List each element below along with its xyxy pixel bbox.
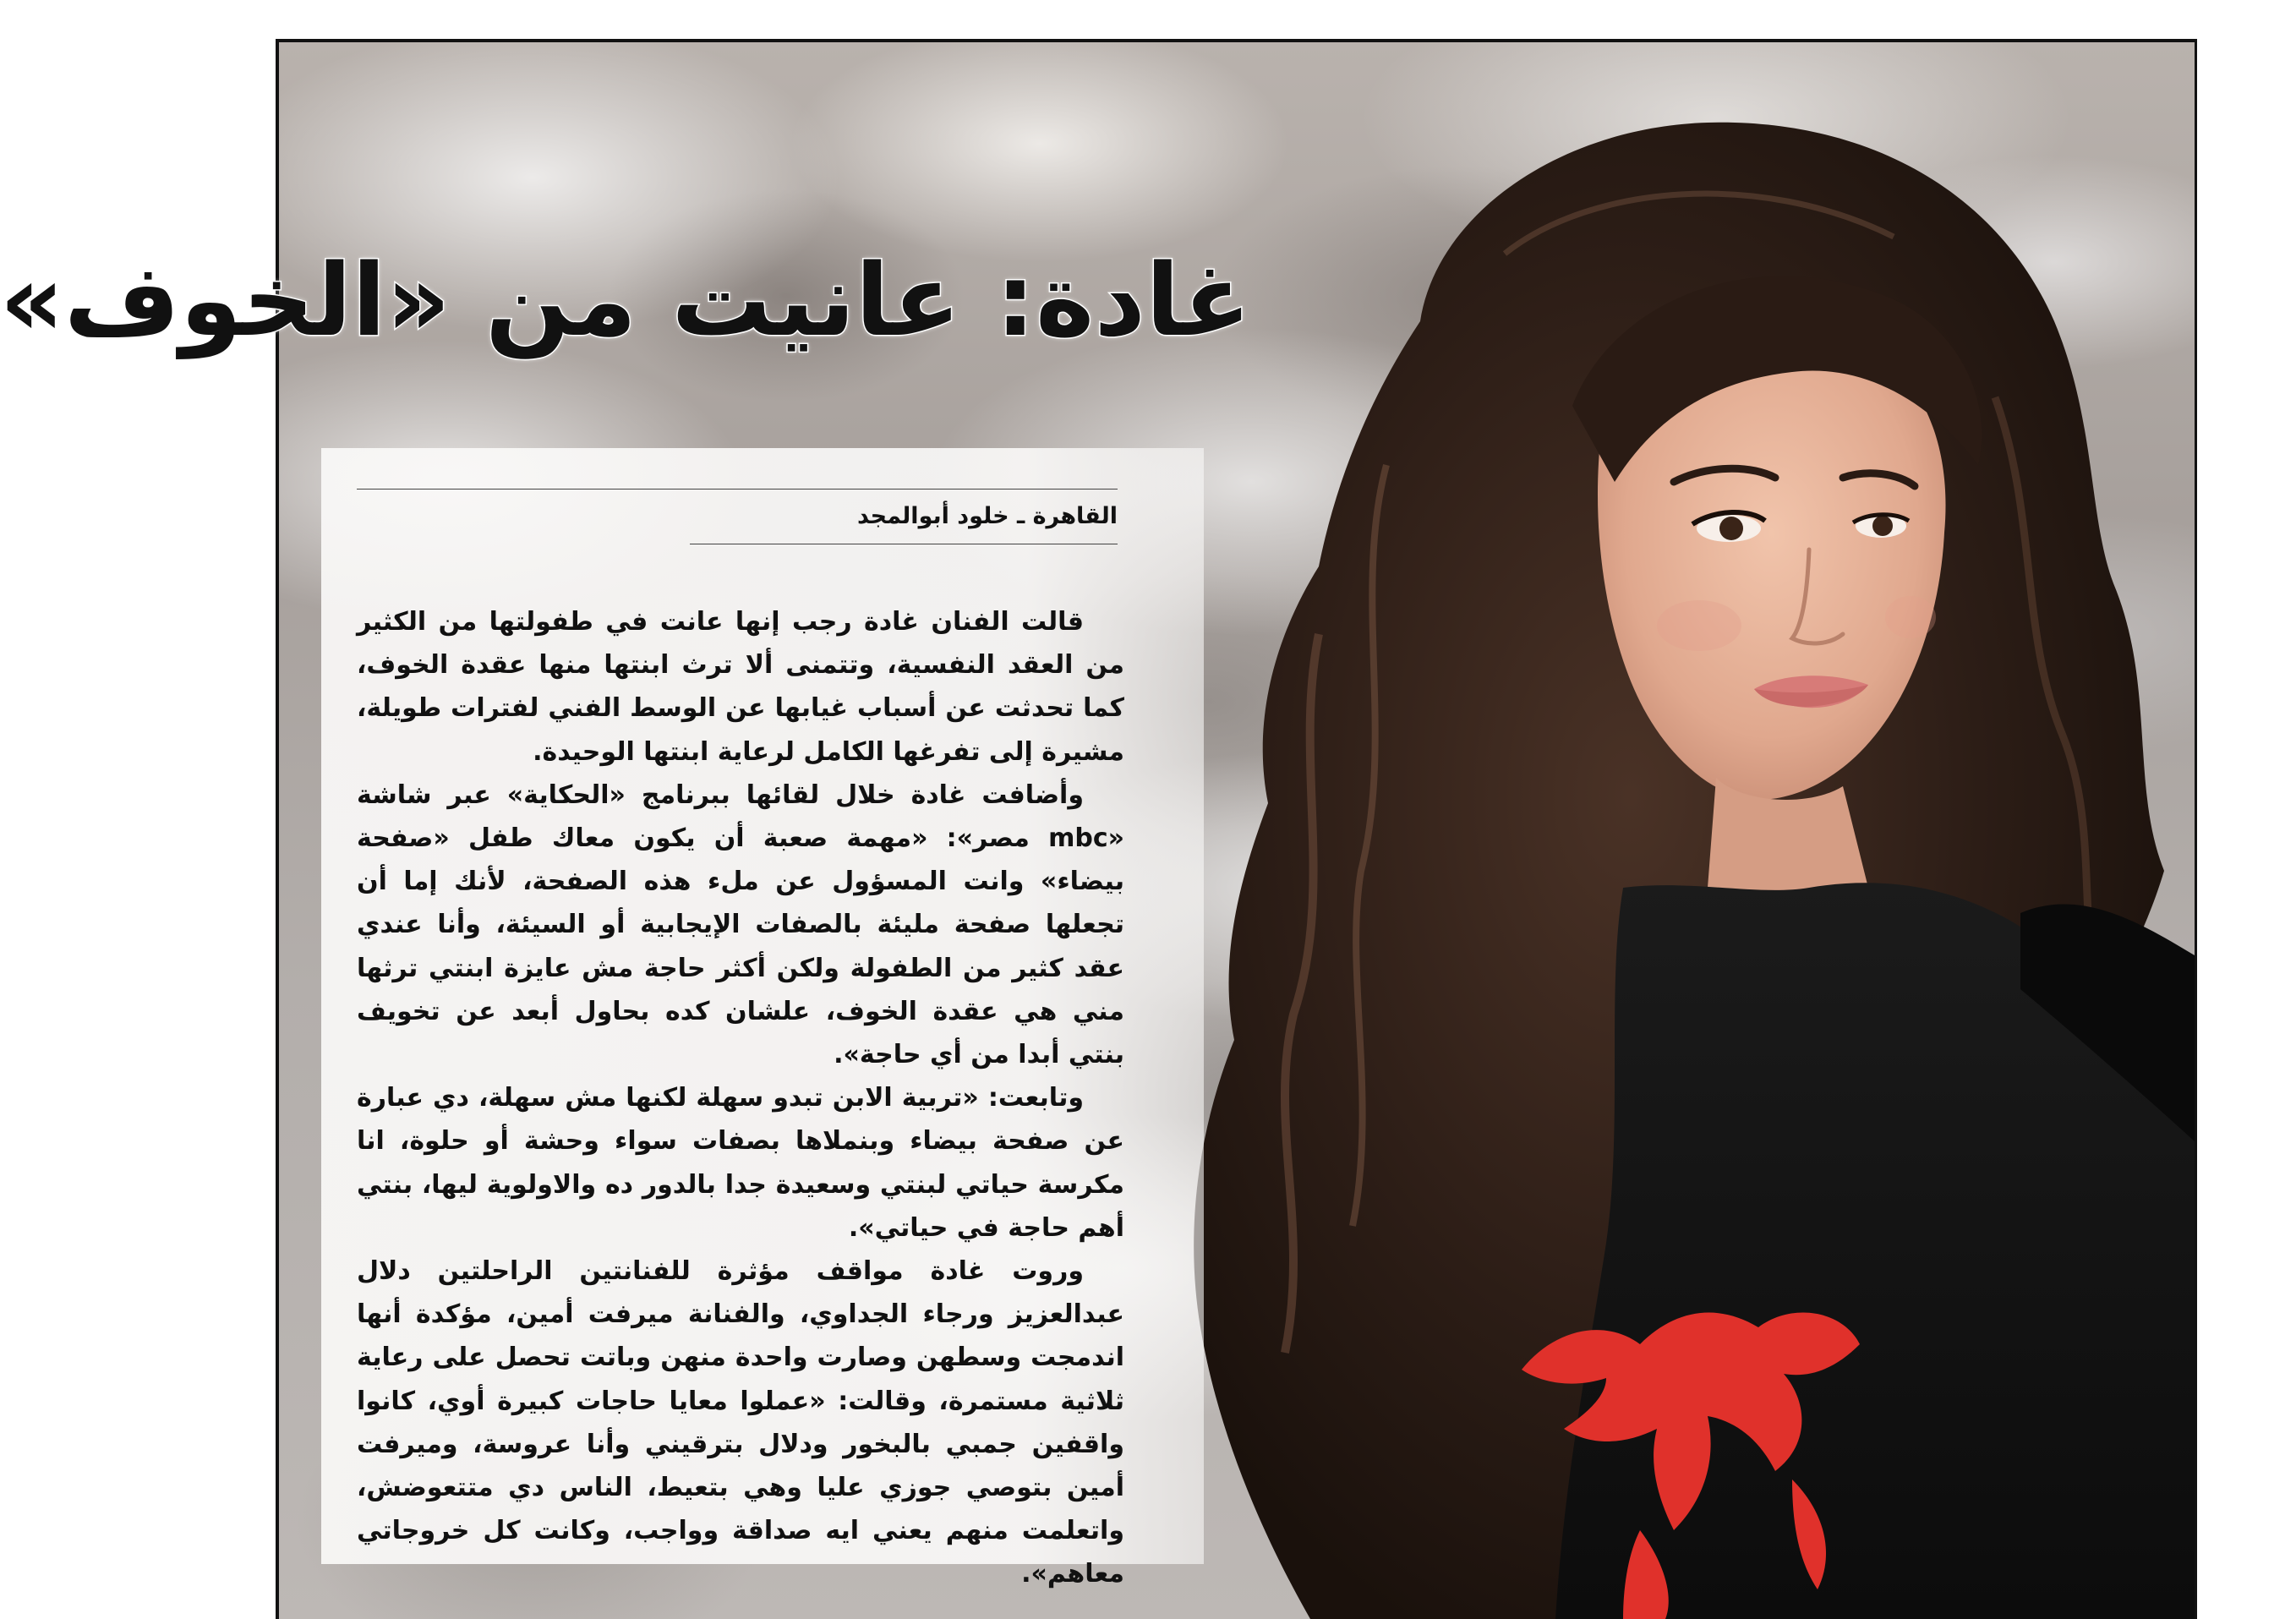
article-paragraph: وأضافت غادة خلال لقائها ببرنامج «الحكاية» عبر شاشة «mbc مصر»: «مهمة صعبة أن يكون معاك طفل «صفحة بيضاء» وانت المسؤول عن ملء هذه الصفحة، لأنك إما أن تجعلها صفحة مليئة بالصفات الإيجابية أو السيئة، وأنا عندي عقد كثير من الطفولة ولكن أكثر حاجة مش عايزة ابنتي ترثها مني هي عقدة الخوف، علشان كده بحاول أبعد عن تخويف بنتي أبدا من أي حاجة». — [357, 779, 1124, 1070]
article-frame — [0, 39, 2197, 1619]
article-body — [357, 600, 1124, 1589]
byline: القاهرة ـ خلود أبوالمجد — [857, 503, 1118, 529]
portrait-photo — [1167, 42, 2195, 1619]
headline: غادة: عانيت من «الخوف» — [0, 242, 1251, 358]
byline-rule-top — [357, 489, 1118, 490]
article-paragraph: وروت غادة مواقف مؤثرة للفنانتين الراحلتين دلال عبدالعزيز ورجاء الجداوي، والفنانة ميرفت أمين، مؤكدة أنها اندمجت وسطهن وصارت واحدة منهن وباتت تحصل على رعاية ثلاثية مستمرة، وقالت: «عملوا معايا حاجات كبيرة أوي، كانوا واقفين جمبي بالبخور ودلال بترقيني وأنا عروسة، وميرفت أمين بتوصي جوزي عليا وهي بتعيط، الناس دي متتعوضش، واتعلمت منهم يعني ايه صداقة وواجب، وكانت كل خروجاتي معاهم». — [357, 1256, 1124, 1589]
article-paragraph: وتابعت: «تربية الابن تبدو سهلة لكنها مش سهلة، دي عبارة عن صفحة بيضاء وبنملاها بصفات سواء وحشة أو حلوة، انا مكرسة حياتي لبنتي وسعيدة جدا بالدور ده والاولوية ليها، بنتي أهم حاجة في حياتي». — [357, 1083, 1124, 1243]
article-paragraph: قالت الفنان غادة رجب إنها عانت في طفولتها من الكثير من العقد النفسية، وتتمنى ألا ترث ابنتها منها عقدة الخوف، كما تحدثت عن أسباب غيابها عن الوسط الفني لفترات طويلة، مشيرة إلى تفرغها الكامل لرعاية ابنتها الوحيدة. — [357, 607, 1124, 767]
